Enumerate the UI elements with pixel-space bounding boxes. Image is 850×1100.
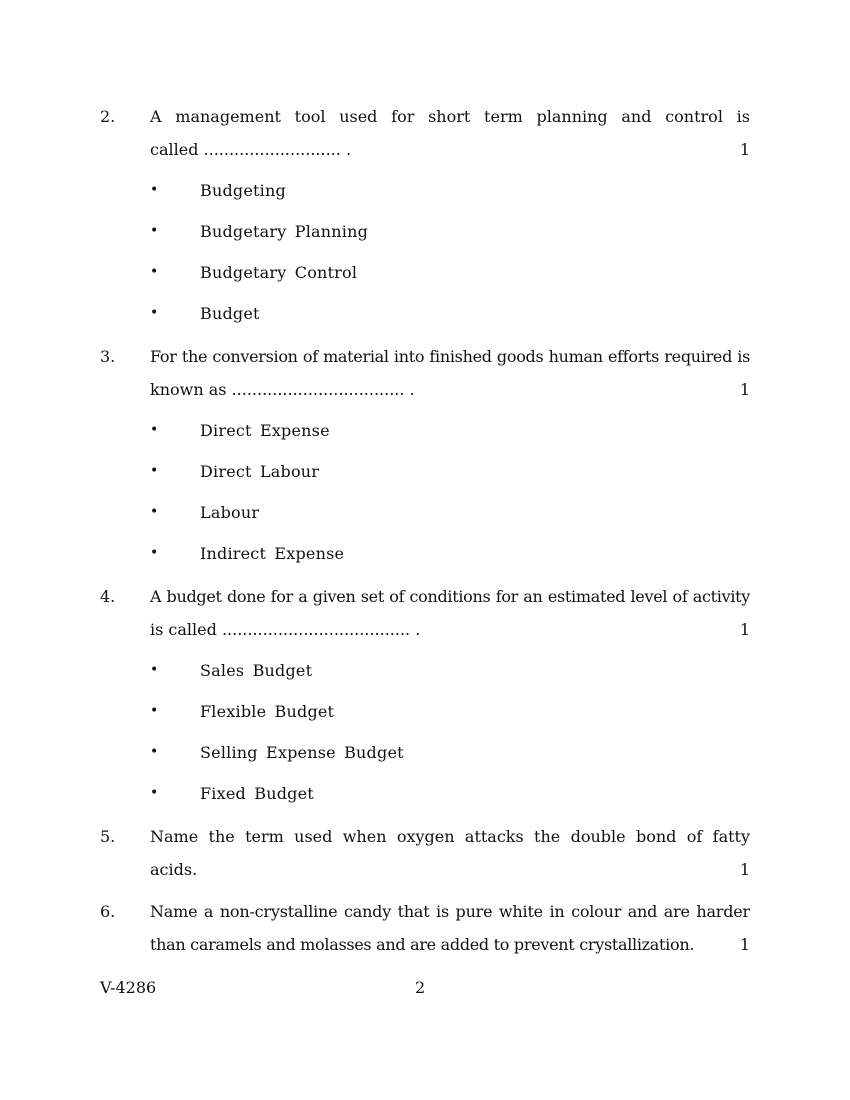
option-text: Budgetary Planning <box>200 222 369 241</box>
marks: 1 <box>739 935 750 954</box>
bullet-icon: • <box>150 264 159 280</box>
question-number: 6. <box>100 902 116 921</box>
option-text: Fixed Budget <box>200 784 314 803</box>
question-line-text: acids. <box>150 860 198 879</box>
option-item <box>150 496 750 537</box>
marks: 1 <box>739 860 750 879</box>
options-list <box>150 414 750 578</box>
option-text: Flexible Budget <box>200 702 335 721</box>
bullet-icon: • <box>150 504 159 520</box>
option-item <box>150 414 750 455</box>
question-line: Name a non-crystalline candy that is pure white in colour and are harder <box>150 902 750 921</box>
marks: 1 <box>739 380 750 399</box>
bullet-icon: • <box>150 662 159 678</box>
question-line <box>150 928 750 961</box>
bullet-icon: • <box>150 422 159 438</box>
question-number: 4. <box>100 587 116 606</box>
question-line <box>150 373 750 406</box>
question-line-text: than caramels and molasses and are added to prevent crystallization. <box>150 935 695 954</box>
question-line <box>150 853 750 886</box>
option-text: Indirect Expense <box>200 544 345 563</box>
question-number: 5. <box>100 827 116 846</box>
question-text <box>150 580 750 646</box>
option-item <box>150 777 750 818</box>
option-item <box>150 695 750 736</box>
question-text <box>150 895 750 961</box>
bullet-icon: • <box>150 463 159 479</box>
option-text: Sales Budget <box>200 661 313 680</box>
option-item <box>150 256 750 297</box>
option-text: Budget <box>200 304 260 323</box>
question-line: A budget done for a given set of conditions for an estimated level of activity <box>150 587 750 606</box>
question-number: 3. <box>100 347 116 366</box>
option-item <box>150 736 750 777</box>
question-line <box>150 613 750 646</box>
option-text: Labour <box>200 503 260 522</box>
option-item <box>150 215 750 256</box>
question-line: Name the term used when oxygen attacks the double bond of fatty <box>150 827 750 846</box>
paper-code: V-4286 <box>100 978 157 997</box>
bullet-icon: • <box>150 744 159 760</box>
question-text <box>150 100 750 166</box>
page-number: 2 <box>415 978 426 997</box>
option-item <box>150 297 750 338</box>
question-line: For the conversion of material into finished goods human efforts required is <box>150 347 750 366</box>
question-text <box>150 820 750 886</box>
question-text <box>150 340 750 406</box>
question-line <box>150 133 750 166</box>
option-text: Direct Expense <box>200 421 330 440</box>
options-list <box>150 174 750 338</box>
bullet-icon: • <box>150 703 159 719</box>
option-item <box>150 455 750 496</box>
question-line: A management tool used for short term planning and control is <box>150 107 750 126</box>
option-text: Selling Expense Budget <box>200 743 404 762</box>
marks: 1 <box>739 140 750 159</box>
option-text: Direct Labour <box>200 462 320 481</box>
question-number: 2. <box>100 107 116 126</box>
bullet-icon: • <box>150 785 159 801</box>
option-text: Budgeting <box>200 181 286 200</box>
options-list <box>150 654 750 818</box>
marks: 1 <box>739 620 750 639</box>
question-line-text: called ........................... . <box>150 140 352 159</box>
question-line-text: is called ..................................... . <box>150 620 421 639</box>
bullet-icon: • <box>150 182 159 198</box>
bullet-icon: • <box>150 305 159 321</box>
option-item <box>150 174 750 215</box>
option-item <box>150 654 750 695</box>
question-line-text: known as .................................. . <box>150 380 415 399</box>
option-item <box>150 537 750 578</box>
bullet-icon: • <box>150 545 159 561</box>
bullet-icon: • <box>150 223 159 239</box>
option-text: Budgetary Control <box>200 263 358 282</box>
